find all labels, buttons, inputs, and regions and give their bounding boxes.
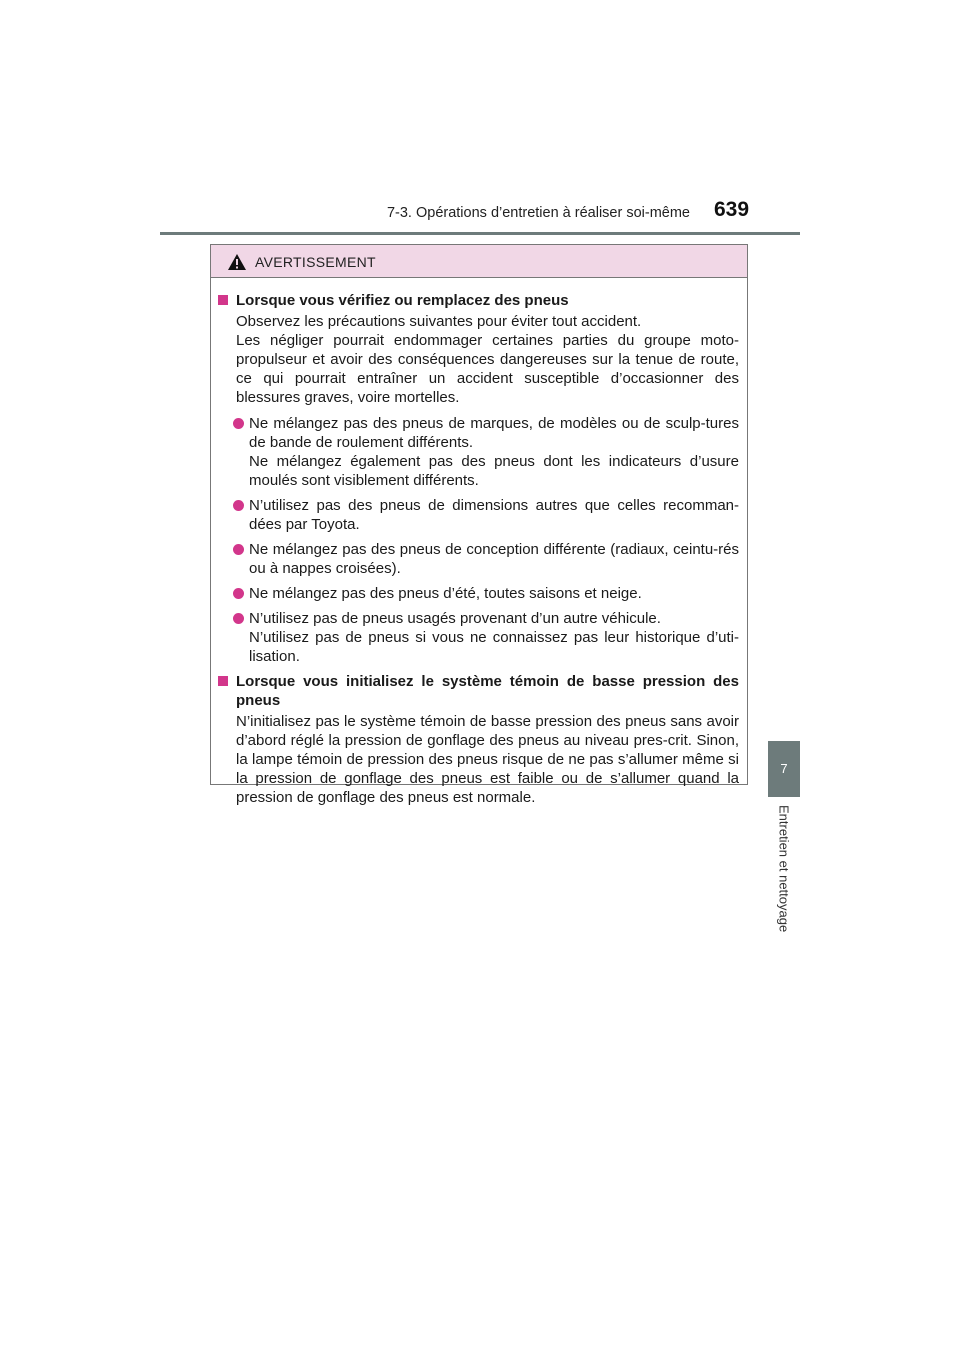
bullet-text: N’utilisez pas de pneus usagés provenant d’un autre véhicule. [249, 610, 661, 627]
section-title: 7-3. Opérations d’entretien à réaliser soi-même [386, 205, 690, 221]
chapter-label: Entretien et nettoyage [776, 805, 792, 933]
page-number: 639 [714, 198, 750, 221]
warning-section [218, 291, 739, 666]
section-heading: Lorsque vous vérifiez ou remplacez des pneus [236, 292, 569, 309]
header-rule [160, 232, 800, 235]
bullet-text: N’utilisez pas des pneus de dimensions autres que celles recomman-dées par Toyota. [249, 497, 739, 533]
list-item [236, 584, 739, 603]
section-heading: Lorsque vous initialisez le système témoin de basse pression des pneus [236, 673, 739, 709]
bullet-text: Ne mélangez pas des pneus de conception différente (radiaux, ceintu-rés ou à nappes croisées). [249, 541, 739, 577]
paragraph: Observez les précautions suivantes pour éviter tout accident. [236, 313, 642, 330]
paragraph: Les négliger pourrait endommager certaines parties du groupe moto-propulseur et avoir des conséquences dangereuses sur la tenue de route, ce qui pourrait entraîner un accident susceptible d’occasionner des blessures graves, voire mortelles. [236, 332, 739, 406]
bullet-dot [233, 500, 244, 511]
bullet-dot [233, 613, 244, 624]
list-item [236, 414, 739, 490]
warning-body [211, 278, 747, 807]
list-item [236, 496, 739, 534]
list-item [236, 540, 739, 578]
warning-header [211, 245, 747, 278]
section-marker [218, 676, 228, 686]
warning-title: AVERTISSEMENT [255, 254, 376, 270]
bullet-text: Ne mélangez pas des pneus d’été, toutes saisons et neige. [249, 585, 642, 602]
list-item [236, 609, 739, 666]
warning-box [210, 244, 748, 806]
paragraph: N’initialisez pas le système témoin de basse pression des pneus sans avoir d’abord réglé la pression de gonflage des pneus au niveau pres-crit. Sinon, la lampe témoin de pression des pneus risque de ne pas s’allumer même si la pression de gonflage des pneus est faible ou de s’allumer quand la pression de gonflage des pneus est normale. [236, 713, 739, 806]
bullet-text: Ne mélangez pas des pneus de marques, de modèles ou de sculp-tures de bande de roulement différents. [249, 415, 739, 451]
bullet-dot [233, 588, 244, 599]
chapter-number: 7 [768, 741, 800, 797]
bullet-dot [233, 418, 244, 429]
warning-section [218, 672, 739, 807]
bullet-dot [233, 544, 244, 555]
warning-triangle-icon [227, 253, 247, 271]
bullet-text: N’utilisez pas de pneus si vous ne connaissez pas leur historique d’uti-lisation. [249, 629, 739, 665]
bullet-text: Ne mélangez également pas des pneus dont les indicateurs d’usure moulés sont visiblement différents. [249, 453, 739, 489]
section-marker [218, 295, 228, 305]
